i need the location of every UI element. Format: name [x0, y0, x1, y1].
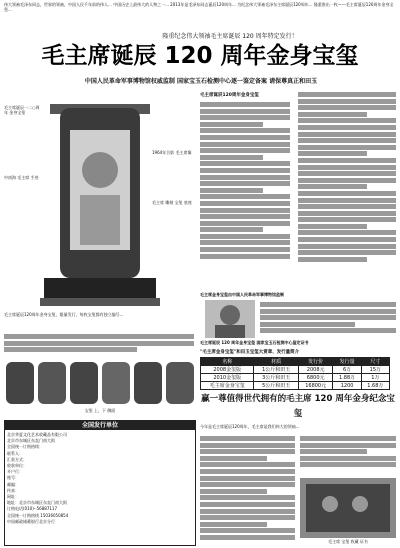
seal-caption-small: 中南海 毛主席 手迹	[4, 175, 39, 180]
column-right-text	[298, 92, 396, 302]
table-cell: 3公斤和田玉	[254, 374, 298, 382]
table-row	[201, 366, 390, 374]
table-cell: 2008金玺版	[201, 366, 254, 374]
table-header-cell: 发行价	[298, 358, 333, 366]
contact-line: 全国统一订购热线：	[7, 444, 43, 450]
contact-line: 汇款方式：	[7, 456, 27, 462]
table-header-cell: 名称	[201, 358, 254, 366]
table-cell: 2008元	[298, 366, 333, 374]
contact-line: 中国邮政储蓄银行北京分行	[7, 518, 55, 524]
table-cell: 1200	[333, 382, 361, 390]
table-cell: 5公斤和田玉	[254, 382, 298, 390]
table-cell: 6万	[333, 366, 361, 374]
contact-lines	[5, 430, 195, 527]
lower-left-text: 毛主席诞辰120周年金身宝玺，限量发行，每枚宝玺都有独立编号...	[4, 312, 124, 317]
contact-line: 订购电话(010)--56887117	[7, 506, 58, 512]
table-row	[201, 374, 390, 382]
contact-line: 收款单位：	[7, 463, 27, 469]
banner-tagline: 中国人民革命军事博物馆权威监制 国家宝玉石检测中心逐一鉴定备案 请保尊真正和田玉	[84, 78, 318, 85]
banner-subtitle: 隆重纪念伟大领袖毛主席诞辰 120 周年特定发行！	[162, 33, 298, 40]
contact-line: 开户行：	[7, 469, 23, 475]
bottom-photo	[300, 478, 396, 538]
thumbnail-row	[4, 358, 196, 408]
portrait-caption: 毛主席诞辰 120 周年金身宝玺 国家宝玉石检测中心鉴定证书	[200, 340, 309, 345]
table-cell: 6800元	[298, 374, 333, 382]
table-cell: 16800元	[298, 382, 333, 390]
images-caption: 宝玺 上、下 侧面	[84, 408, 116, 413]
table-cell: 1公斤和田玉	[254, 366, 298, 374]
contact-line: 地址：北京市东城区东直门南大街	[7, 500, 67, 506]
contact-box	[4, 420, 196, 546]
contact-line: 北京市东城区东直门南大街	[7, 438, 55, 444]
bottom-right-para: 今年是毛主席诞辰120周年，毛主席是我们伟大的领袖...	[200, 424, 300, 429]
contact-line: 全国统一订购热线 15036050854	[7, 512, 69, 518]
table-cell: 毛主席金身宝玺	[201, 382, 254, 390]
contact-line: 北京华夏文化艺术收藏品有限公司	[7, 432, 67, 437]
table-title: "毛主席金身宝玺"和田玉宝玺大赏章、发行量简介	[200, 350, 300, 355]
photo-caption: 毛主席 宝玺 收藏 证书	[328, 539, 368, 544]
seal-caption-left: 毛主席诞辰一二○周年 金身宝玺	[4, 105, 40, 115]
table-header-row	[201, 358, 390, 366]
seal-caption-right-2: 毛主席 雕刻 宝玺 底座	[152, 200, 192, 205]
banner-title: 毛主席诞辰 120 周年金身宝玺	[41, 43, 359, 69]
contact-line: 账号：	[7, 475, 19, 481]
contact-line: 网址：	[7, 494, 19, 500]
column-mid-quote: 毛主席金身宝玺由中国人民革命军事博物馆监制	[200, 292, 284, 297]
contact-line: 邮编：	[7, 481, 19, 487]
contact-line: 传真：	[7, 487, 19, 493]
bottom-right-col1	[200, 436, 295, 544]
bottom-right-col2	[300, 436, 396, 476]
table-cell: 15万	[361, 366, 389, 374]
table-cell: 2010金玺版	[201, 374, 254, 382]
table-cell: 1.88万	[333, 374, 361, 382]
table-header-cell: 材质	[254, 358, 298, 366]
lower-left-lines	[4, 334, 194, 354]
table-header-cell: 尺寸	[361, 358, 389, 366]
intro-text: 伟大领袖毛泽东同志，世界的领袖，中国人民千年前的伟人... 中国历史上最伟大的人物之一... 2013年是毛泽东同志诞辰120周年... 为纪念伟大领袖毛泽东主席诞辰120周年... 隆重推出一枚——毛主席诞辰120周年金身宝玺...	[4, 2, 394, 12]
price-table	[200, 357, 390, 390]
column-mid-text	[200, 102, 290, 292]
portrait-text	[260, 302, 396, 336]
seal-illustration	[40, 100, 160, 310]
bottom-right-title: 赢一尊值得世代拥有的毛主席 120 周年金身纪念宝玺	[201, 394, 395, 419]
seal-caption-right-1: 1964年合影 毛主席像	[152, 150, 192, 155]
portrait-photo	[205, 300, 255, 338]
table-header-cell: 发行量	[333, 358, 361, 366]
table-cell: 1.68万	[361, 382, 389, 390]
table-cell: 1万	[361, 374, 389, 382]
table-row	[201, 382, 390, 390]
contact-title: 全国发行单位	[5, 421, 195, 430]
column-mid-heading: 毛主席诞辰120周年金身宝玺	[200, 93, 259, 98]
contact-line: 联系人：	[7, 450, 23, 456]
